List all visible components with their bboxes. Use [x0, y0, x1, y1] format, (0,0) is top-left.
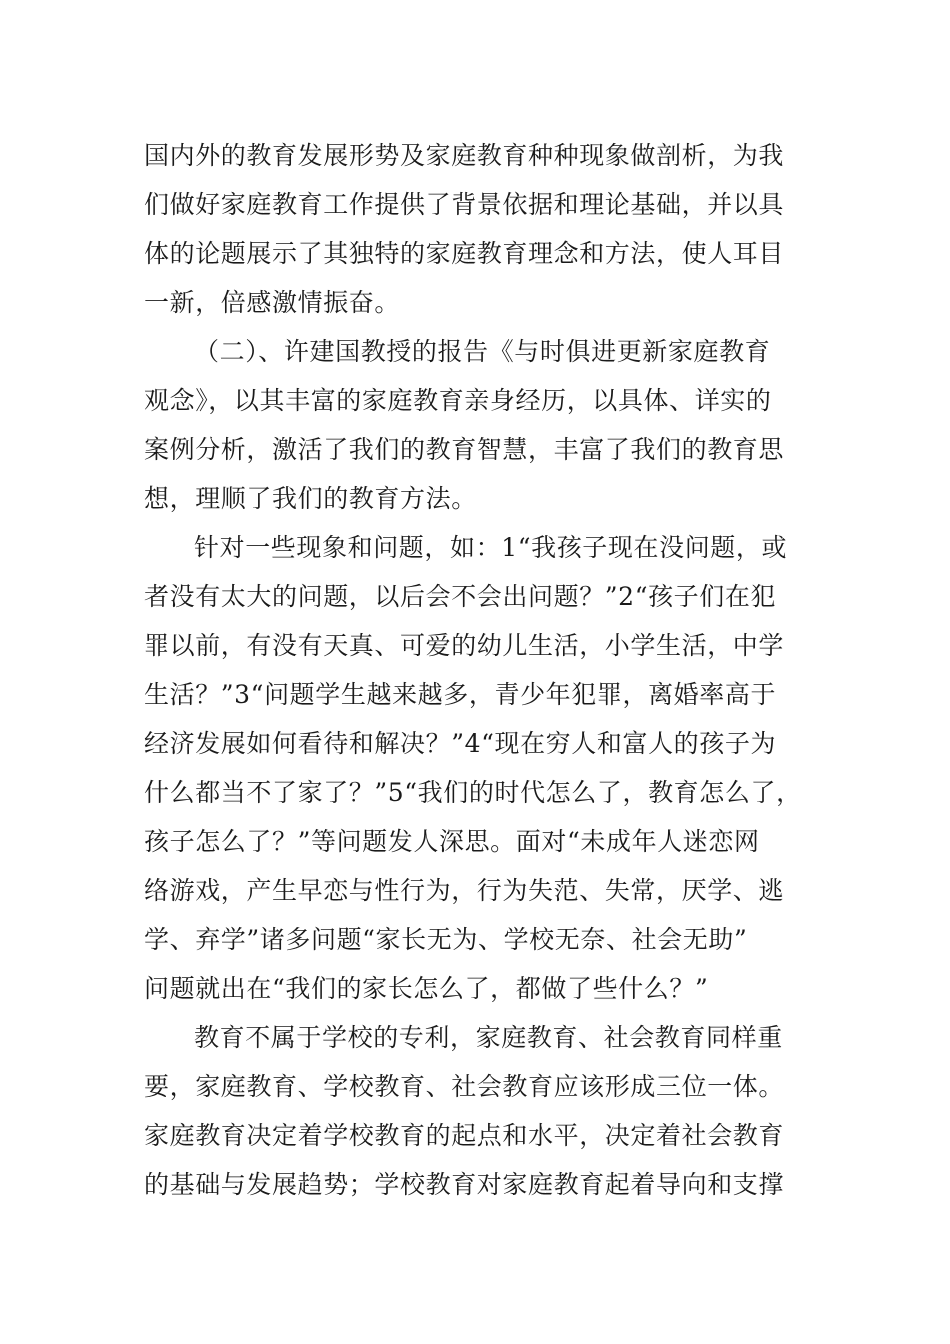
- body-text: [144, 131, 816, 1209]
- text-line: 观念》，以其丰富的家庭教育亲身经历，以具体、详实的: [144, 386, 772, 415]
- paragraph-questions: [144, 523, 816, 1013]
- text-line: 罪以前，有没有天真、可爱的幼儿生活，小学生活，中学: [144, 631, 785, 660]
- text-line: 者没有太大的问题，以后会不会出问题？”2“孩子们在犯: [144, 582, 777, 611]
- text-line: 的基础与发展趋势；学校教育对家庭教育起着导向和支撑: [144, 1170, 785, 1199]
- text-line: 经济发展如何看待和解决？”4“现在穷人和富人的孩子为: [144, 729, 777, 758]
- text-line: 生活？”3“问题学生越来越多，青少年犯罪，离婚率高于: [144, 680, 777, 709]
- text-line: （二）、许建国教授的报告《与时俱进更新家庭教育: [194, 337, 771, 366]
- paragraph-continuation: [144, 131, 816, 327]
- text-line: 问题就出在“我们的家长怎么了，都做了些什么？”: [144, 974, 709, 1003]
- text-line: 学、弃学”诸多问题“家长无为、学校无奈、社会无助”: [144, 925, 748, 954]
- text-line: 什么都当不了家了？”5“我们的时代怎么了，教育怎么了，: [144, 778, 802, 807]
- text-line: 案例分析，激活了我们的教育智慧，丰富了我们的教育思: [144, 435, 785, 464]
- text-line: 国内外的教育发展形势及家庭教育种种现象做剖析，为我: [144, 141, 785, 170]
- paragraph-education-trinity: [144, 1013, 816, 1209]
- text-line: 们做好家庭教育工作提供了背景依据和理论基础，并以具: [144, 190, 785, 219]
- text-line: 一新，倍感激情振奋。: [144, 288, 401, 317]
- text-line: 孩子怎么了？”等问题发人深思。面对“未成年人迷恋网: [144, 827, 760, 856]
- paragraph-report-xu: [144, 327, 816, 523]
- text-line: 教育不属于学校的专利，家庭教育、社会教育同样重: [194, 1023, 783, 1052]
- text-line: 家庭教育决定着学校教育的起点和水平，决定着社会教育: [144, 1121, 785, 1150]
- text-line: 要，家庭教育、学校教育、社会教育应该形成三位一体。: [144, 1072, 785, 1101]
- text-line: 络游戏，产生早恋与性行为，行为失范、失常，厌学、逃: [144, 876, 785, 905]
- text-line: 想，理顺了我们的教育方法。: [144, 484, 477, 513]
- text-line: 体的论题展示了其独特的家庭教育理念和方法，使人耳目: [144, 239, 785, 268]
- text-line: 针对一些现象和问题，如：1“我孩子现在没问题，或: [194, 533, 788, 562]
